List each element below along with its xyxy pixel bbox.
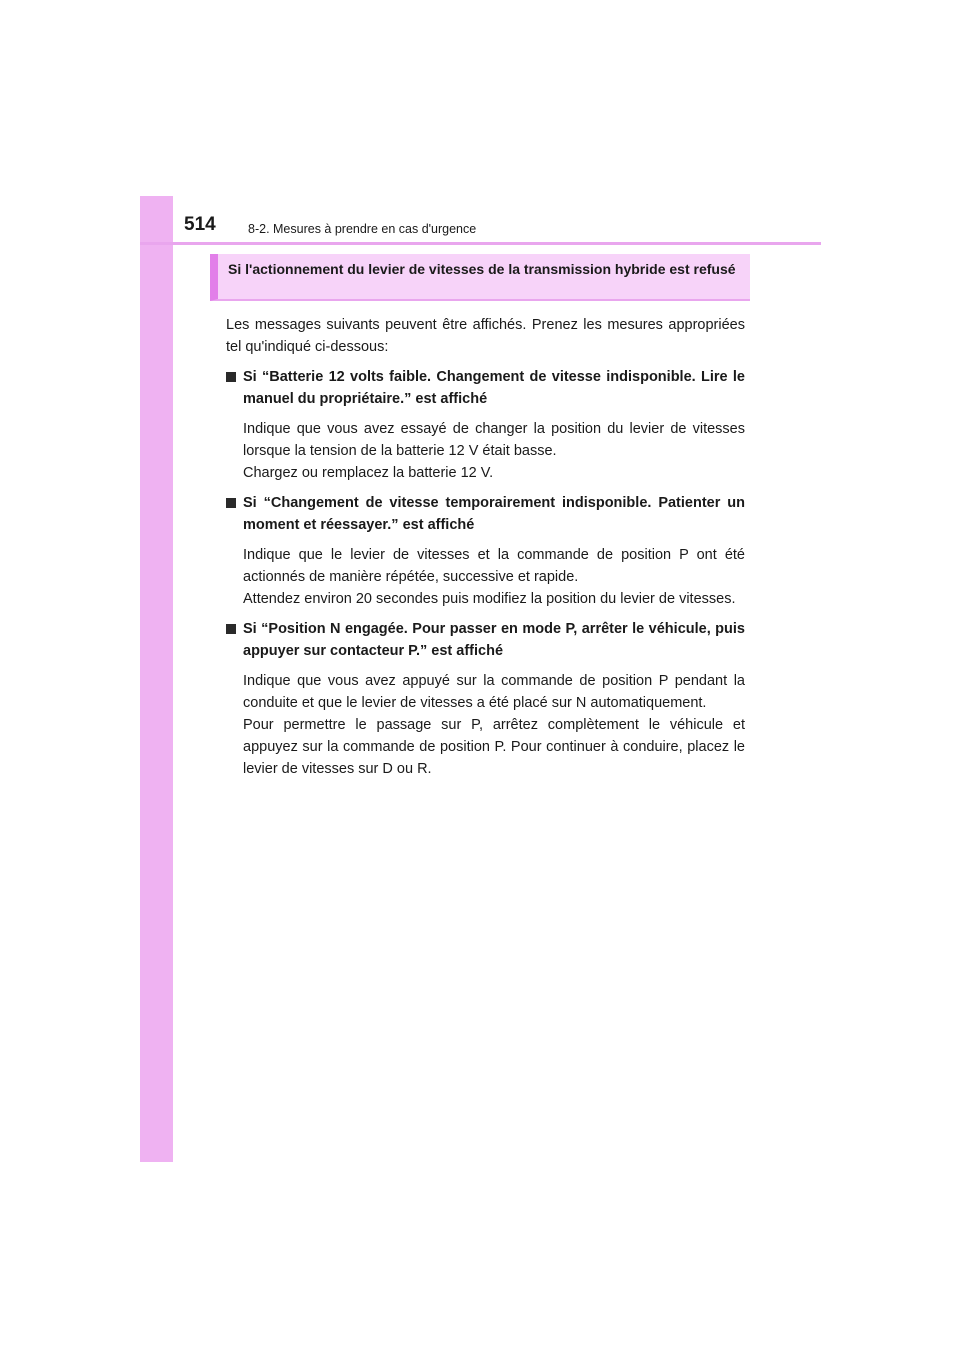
- item-body-text: Indique que vous avez essayé de changer la position du levier de vitesses lorsque la tension de la batterie 12 V était basse.: [243, 421, 745, 459]
- square-bullet-icon: [226, 624, 236, 634]
- header-rule: [140, 242, 821, 245]
- section-title-box: [210, 254, 750, 301]
- list-item: [226, 618, 745, 780]
- item-heading: Si “Batterie 12 volts faible. Changement de vitesse indisponible. Lire le manuel du propriétaire.” est affiché: [243, 369, 745, 407]
- item-body-text: Attendez environ 20 secondes puis modifiez la position du levier de vitesses.: [243, 591, 736, 607]
- item-body-text: Indique que le levier de vitesses et la commande de position P ont été actionnés de manière répétée, successive et rapide.: [243, 547, 745, 585]
- list-item: [226, 492, 745, 610]
- main-content: [226, 314, 745, 788]
- item-heading: Si “Changement de vitesse temporairement indisponible. Patienter un moment et réessayer.” est affiché: [243, 495, 745, 533]
- item-heading: Si “Position N engagée. Pour passer en mode P, arrêter le véhicule, puis appuyer sur contacteur P.” est affiché: [243, 621, 745, 659]
- item-body-text: Indique que vous avez appuyé sur la commande de position P pendant la conduite et que le levier de vitesses a été placé sur N automatiquement.: [243, 673, 745, 711]
- page-number: 514: [184, 214, 216, 235]
- square-bullet-icon: [226, 498, 236, 508]
- chapter-side-strip: [140, 196, 173, 1162]
- list-item: [226, 366, 745, 484]
- section-title: Si l'actionnement du levier de vitesses de la transmission hybride est refusé: [228, 261, 736, 277]
- section-label: 8-2. Mesures à prendre en cas d'urgence: [248, 222, 477, 236]
- item-body-text: Chargez ou remplacez la batterie 12 V.: [243, 465, 494, 481]
- square-bullet-icon: [226, 372, 236, 382]
- intro-paragraph: Les messages suivants peuvent être affichés. Prenez les mesures appropriées tel qu'indiqué ci-dessous:: [226, 317, 745, 355]
- item-body-text: Pour permettre le passage sur P, arrêtez complètement le véhicule et appuyez sur la commande de position P. Pour continuer à conduire, placez le levier de vitesses sur D ou R.: [243, 717, 745, 777]
